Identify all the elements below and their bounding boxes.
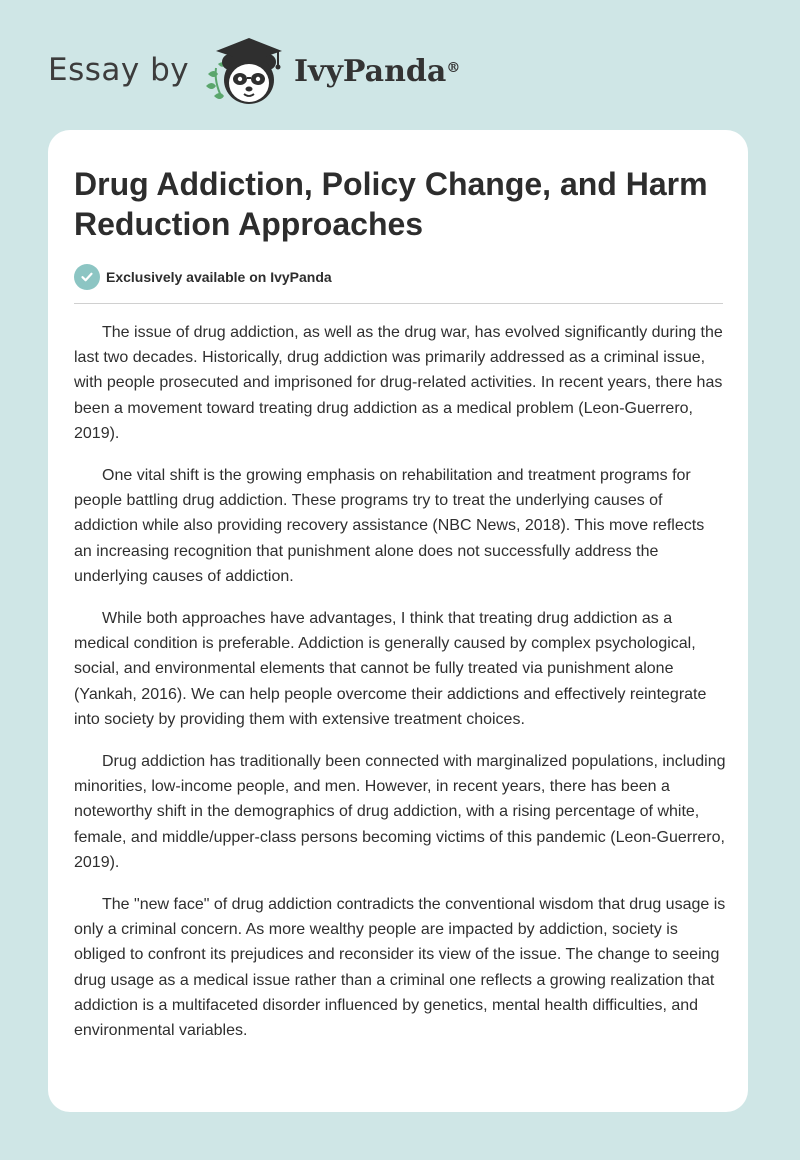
paragraph: One vital shift is the growing emphasis on rehabilitation and treatment programs for people battling drug addiction. These programs try to treat the underlying causes of addiction while also providing recovery assistance (NBC News, 2018). This move reflects an increasing recognition that punishment alone does not successfully address the underlying causes of addiction. [74, 467, 705, 585]
exclusive-badge [74, 264, 332, 290]
site-header [0, 0, 800, 120]
essay-body [74, 320, 726, 1060]
panda-graduate-icon [200, 34, 292, 110]
check-circle-icon [74, 264, 100, 290]
essay-by-label: Essay by [48, 52, 190, 88]
essay-card [48, 130, 748, 1112]
brand-name: IvyPanda [294, 54, 447, 89]
paragraph: The "new face" of drug addiction contradicts the conventional wisdom that drug usage is only a criminal concern. As more wealthy people are impacted by addiction, society is obliged to confront its prejudices and reconsider its view of the issue. The change to seeing drug usage as a medical issue rather than a criminal one reflects a growing realization that addiction is a multifaceted disorder influenced by genetics, mental health difficulties, and environmental variables. [74, 896, 726, 1040]
essay-title: Drug Addiction, Policy Change, and Harm Reduction Approaches [74, 166, 708, 242]
paragraph: While both approaches have advantages, I think that treating drug addiction as a medical condition is preferable. Addiction is generally caused by complex psychological, social, and environmental elements that cannot be fully treated via punishment alone (Yankah, 2016). We can help people overcome their addictions and effectively reintegrate into society by providing them with extensive treatment choices. [74, 610, 707, 728]
title-divider [74, 303, 723, 304]
paragraph: The issue of drug addiction, as well as the drug war, has evolved significantly during the last two decades. Historically, drug addiction was primarily addressed as a criminal issue, with people prosecuted and imprisoned for drug-related activities. In recent years, there has been a movement toward treating drug addiction as a medical problem (Leon-Guerrero, 2019). [74, 324, 723, 442]
registered-mark: ® [446, 60, 461, 76]
paragraph: Drug addiction has traditionally been connected with marginalized populations, including minorities, low-income people, and men. However, in recent years, there has been a noteworthy shift in the demographics of drug addiction, with a rising percentage of white, female, and middle/upper-class persons becoming victims of this pandemic (Leon-Guerrero, 2019). [74, 753, 726, 871]
exclusive-badge-label: Exclusively available on IvyPanda [106, 269, 332, 285]
brand-logo-text [294, 54, 460, 90]
